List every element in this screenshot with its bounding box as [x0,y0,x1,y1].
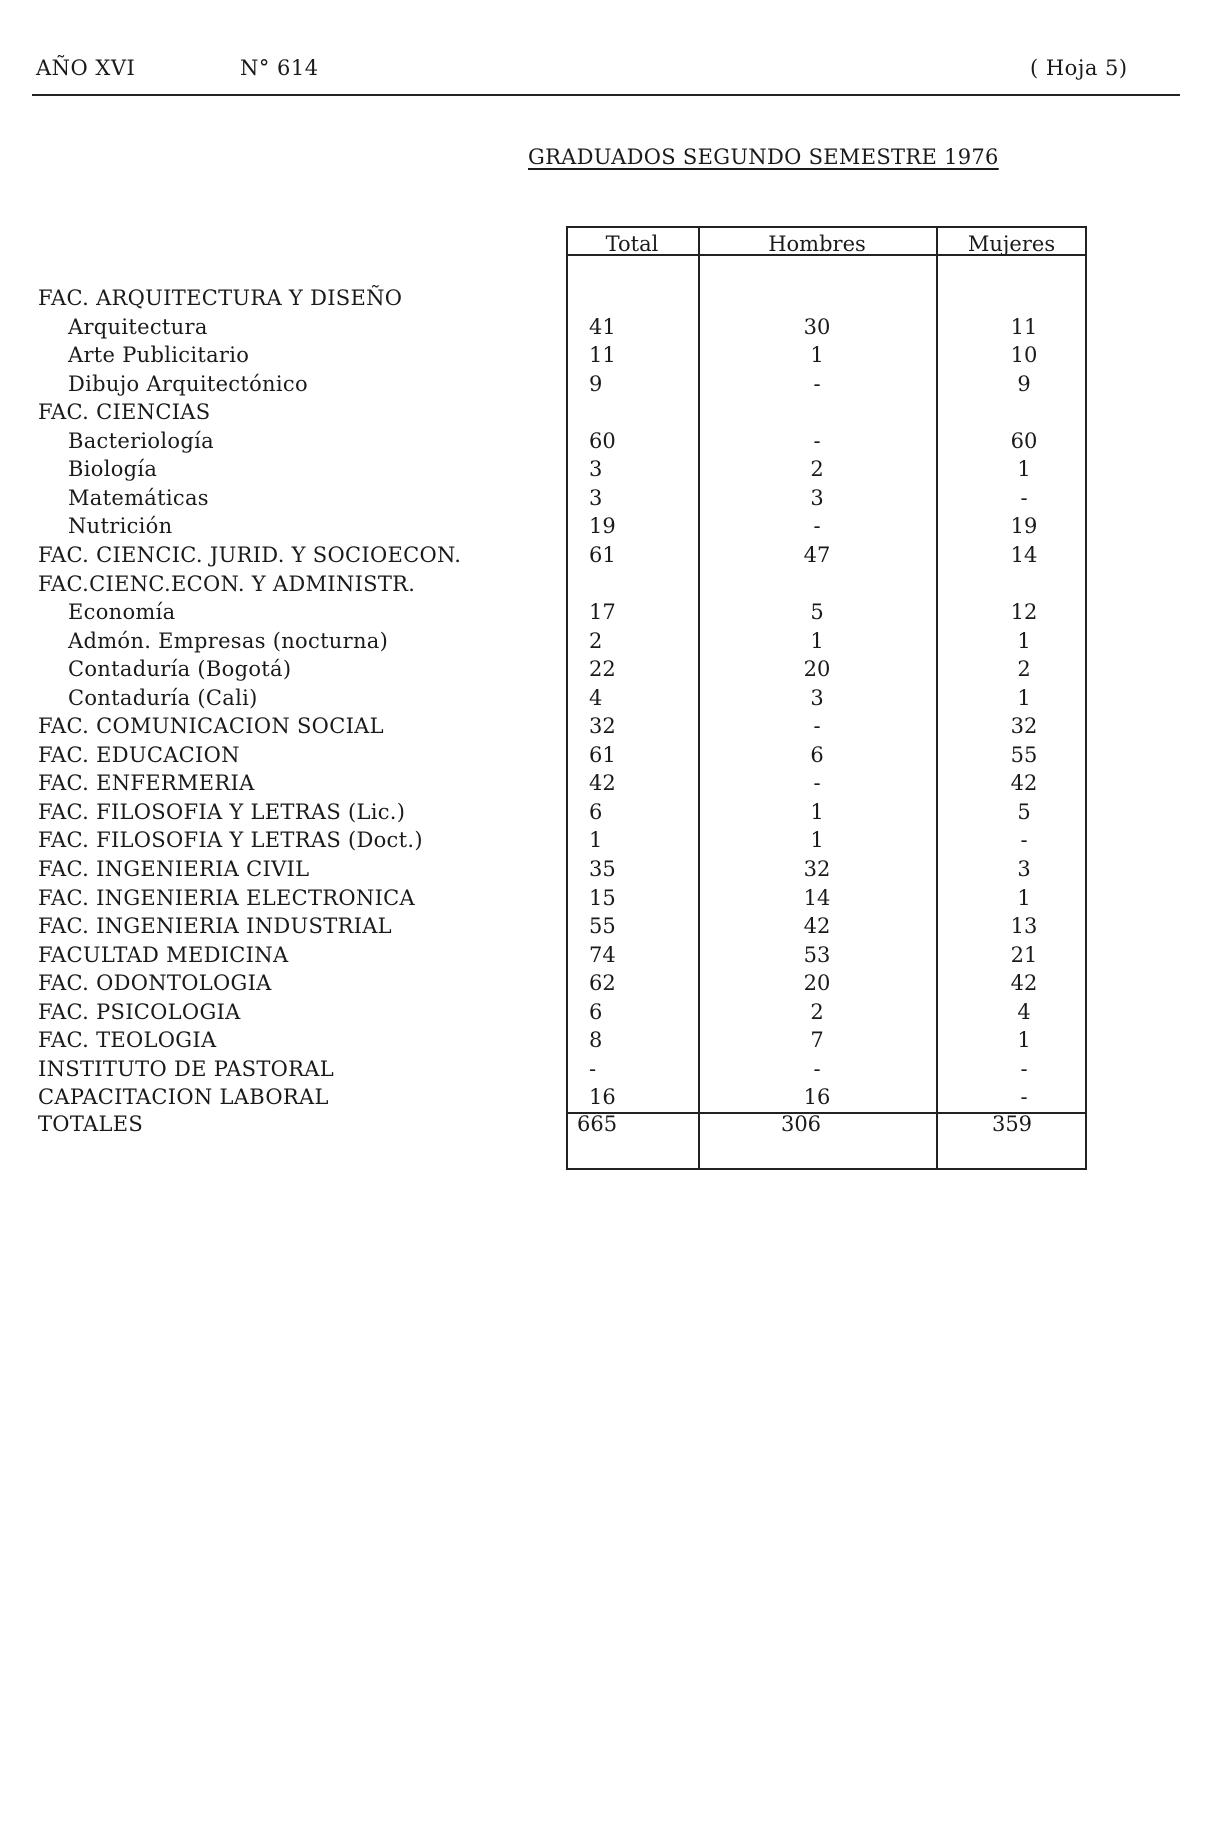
row-mujeres: 1 [1017,686,1031,710]
row-total: 22 [589,657,616,681]
table-row [0,969,1214,998]
row-label: Admón. Empresas (nocturna) [68,629,389,653]
row-hombres: 20 [803,971,831,995]
row-mujeres: 14 [1010,543,1038,567]
row-label: FAC. FILOSOFIA Y LETRAS (Lic.) [38,800,406,824]
row-hombres: - [813,429,821,453]
row-mujeres: 4 [1017,1000,1031,1024]
row-mujeres: - [1020,486,1028,510]
row-mujeres: 21 [1010,943,1038,967]
row-total: 6 [589,1000,603,1024]
table-row [0,541,1214,570]
table-row [0,912,1214,941]
row-mujeres: 1 [1017,886,1031,910]
row-hombres: 47 [803,543,831,567]
totals-label: TOTALES [38,1112,144,1136]
row-total: 61 [589,743,616,767]
row-total: - [589,1057,597,1081]
row-total: 11 [589,343,616,367]
table-row [0,627,1214,656]
row-label: FAC. ENFERMERIA [38,771,255,795]
table-row [0,769,1214,798]
row-mujeres: 19 [1010,514,1038,538]
row-mujeres: 5 [1017,800,1031,824]
header-year: AÑO XVI [36,56,136,80]
row-total: 17 [589,600,616,624]
row-label: FAC. EDUCACION [38,743,240,767]
row-total: 42 [589,771,616,795]
row-mujeres: - [1020,1085,1028,1109]
row-hombres: - [813,372,821,396]
row-mujeres: 1 [1017,1028,1031,1052]
row-mujeres: 2 [1017,657,1031,681]
row-hombres: 32 [803,857,831,881]
row-hombres: 3 [810,486,824,510]
row-mujeres: 60 [1010,429,1038,453]
row-hombres: 5 [810,600,824,624]
row-label: Biología [68,457,158,481]
row-label: FAC.CIENC.ECON. Y ADMINISTR. [38,572,416,596]
row-hombres: - [813,714,821,738]
totals-hombres: 306 [780,1112,822,1136]
row-label: FAC. COMUNICACION SOCIAL [38,714,384,738]
row-label: FAC. INGENIERIA INDUSTRIAL [38,914,392,938]
table-row [0,570,1214,599]
row-mujeres: 42 [1010,971,1038,995]
row-total: 3 [589,457,603,481]
row-hombres: 6 [810,743,824,767]
table-row [0,798,1214,827]
row-label: CAPACITACION LABORAL [38,1085,329,1109]
row-label: FAC. INGENIERIA ELECTRONICA [38,886,416,910]
column-header-mujeres: Mujeres [967,232,1056,256]
row-mujeres: 12 [1010,600,1038,624]
totals-mujeres: 359 [991,1112,1033,1136]
row-mujeres: 10 [1010,343,1038,367]
row-hombres: 42 [803,914,831,938]
row-mujeres: 1 [1017,629,1031,653]
table-row [0,455,1214,484]
row-hombres: 3 [810,686,824,710]
row-hombres: 7 [810,1028,824,1052]
row-label: FAC. CIENCIAS [38,400,211,424]
row-mujeres: 55 [1010,743,1038,767]
row-total: 6 [589,800,603,824]
table-row [0,998,1214,1027]
row-label: FAC. FILOSOFIA Y LETRAS (Doct.) [38,828,423,852]
row-label: FAC. CIENCIC. JURID. Y SOCIOECON. [38,543,462,567]
row-total: 41 [589,315,616,339]
row-total: 4 [589,686,603,710]
totals-row [0,1110,1214,1139]
totals-total: 665 [577,1112,618,1136]
row-mujeres: 1 [1017,457,1031,481]
row-mujeres: 3 [1017,857,1031,881]
row-label: FAC. TEOLOGIA [38,1028,217,1052]
row-mujeres: 42 [1010,771,1038,795]
row-hombres: 30 [803,315,831,339]
table-row [0,884,1214,913]
row-mujeres: 9 [1017,372,1031,396]
row-label: Dibujo Arquitectónico [68,372,308,396]
table-row [0,484,1214,513]
row-mujeres: 11 [1010,315,1038,339]
row-label: Arte Publicitario [68,343,250,367]
row-mujeres: 13 [1010,914,1038,938]
row-total: 62 [589,971,616,995]
row-total: 2 [589,629,603,653]
row-total: 61 [589,543,616,567]
row-label: FAC. INGENIERIA CIVIL [38,857,310,881]
row-hombres: 14 [803,886,831,910]
table-row [0,341,1214,370]
table-row [0,1026,1214,1055]
row-mujeres: - [1020,828,1028,852]
row-label: Contaduría (Bogotá) [68,657,292,681]
row-hombres: 1 [810,629,824,653]
row-hombres: - [813,771,821,795]
table-row [0,741,1214,770]
row-label: Bacteriología [68,429,214,453]
row-mujeres: - [1020,1057,1028,1081]
table-row [0,855,1214,884]
row-label: Economía [68,600,176,624]
table-row [0,313,1214,342]
row-hombres: 1 [810,828,824,852]
table-row [0,684,1214,713]
header-divider [32,94,1180,96]
table-row [0,941,1214,970]
table-row [0,655,1214,684]
row-total: 74 [589,943,616,967]
row-label: FACULTAD MEDICINA [38,943,289,967]
row-label: Nutrición [68,514,173,538]
row-hombres: 2 [810,1000,824,1024]
header-sheet: ( Hoja 5) [1030,56,1128,80]
row-total: 19 [589,514,616,538]
row-label: Contaduría (Cali) [68,686,258,710]
row-total: 9 [589,372,603,396]
row-total: 15 [589,886,616,910]
row-label: FAC. PSICOLOGIA [38,1000,241,1024]
table-row [0,512,1214,541]
row-label: Arquitectura [68,315,208,339]
table-row [0,398,1214,427]
table-row [0,1083,1214,1112]
row-hombres: - [813,1057,821,1081]
row-total: 1 [589,828,603,852]
table-row [0,712,1214,741]
row-total: 16 [589,1085,616,1109]
header-number: N° 614 [240,56,319,80]
row-hombres: 1 [810,343,824,367]
table-row [0,284,1214,313]
row-hombres: 53 [803,943,831,967]
row-total: 32 [589,714,616,738]
table-row [0,598,1214,627]
row-hombres: 2 [810,457,824,481]
row-total: 60 [589,429,616,453]
row-total: 35 [589,857,616,881]
row-hombres: 20 [803,657,831,681]
table-row [0,1055,1214,1084]
row-label: Matemáticas [68,486,209,510]
page-title: GRADUADOS SEGUNDO SEMESTRE 1976 [528,145,999,169]
row-hombres: 16 [803,1085,831,1109]
table-row [0,427,1214,456]
row-hombres: 1 [810,800,824,824]
column-header-hombres: Hombres [768,232,866,256]
row-label: FAC. ARQUITECTURA Y DISEÑO [38,286,403,310]
table-row [0,826,1214,855]
row-label: INSTITUTO DE PASTORAL [38,1057,335,1081]
row-total: 8 [589,1028,603,1052]
row-total: 3 [589,486,603,510]
row-total: 55 [589,914,616,938]
column-header-total: Total [605,232,659,256]
row-hombres: - [813,514,821,538]
row-label: FAC. ODONTOLOGIA [38,971,272,995]
table-row [0,370,1214,399]
row-mujeres: 32 [1010,714,1038,738]
